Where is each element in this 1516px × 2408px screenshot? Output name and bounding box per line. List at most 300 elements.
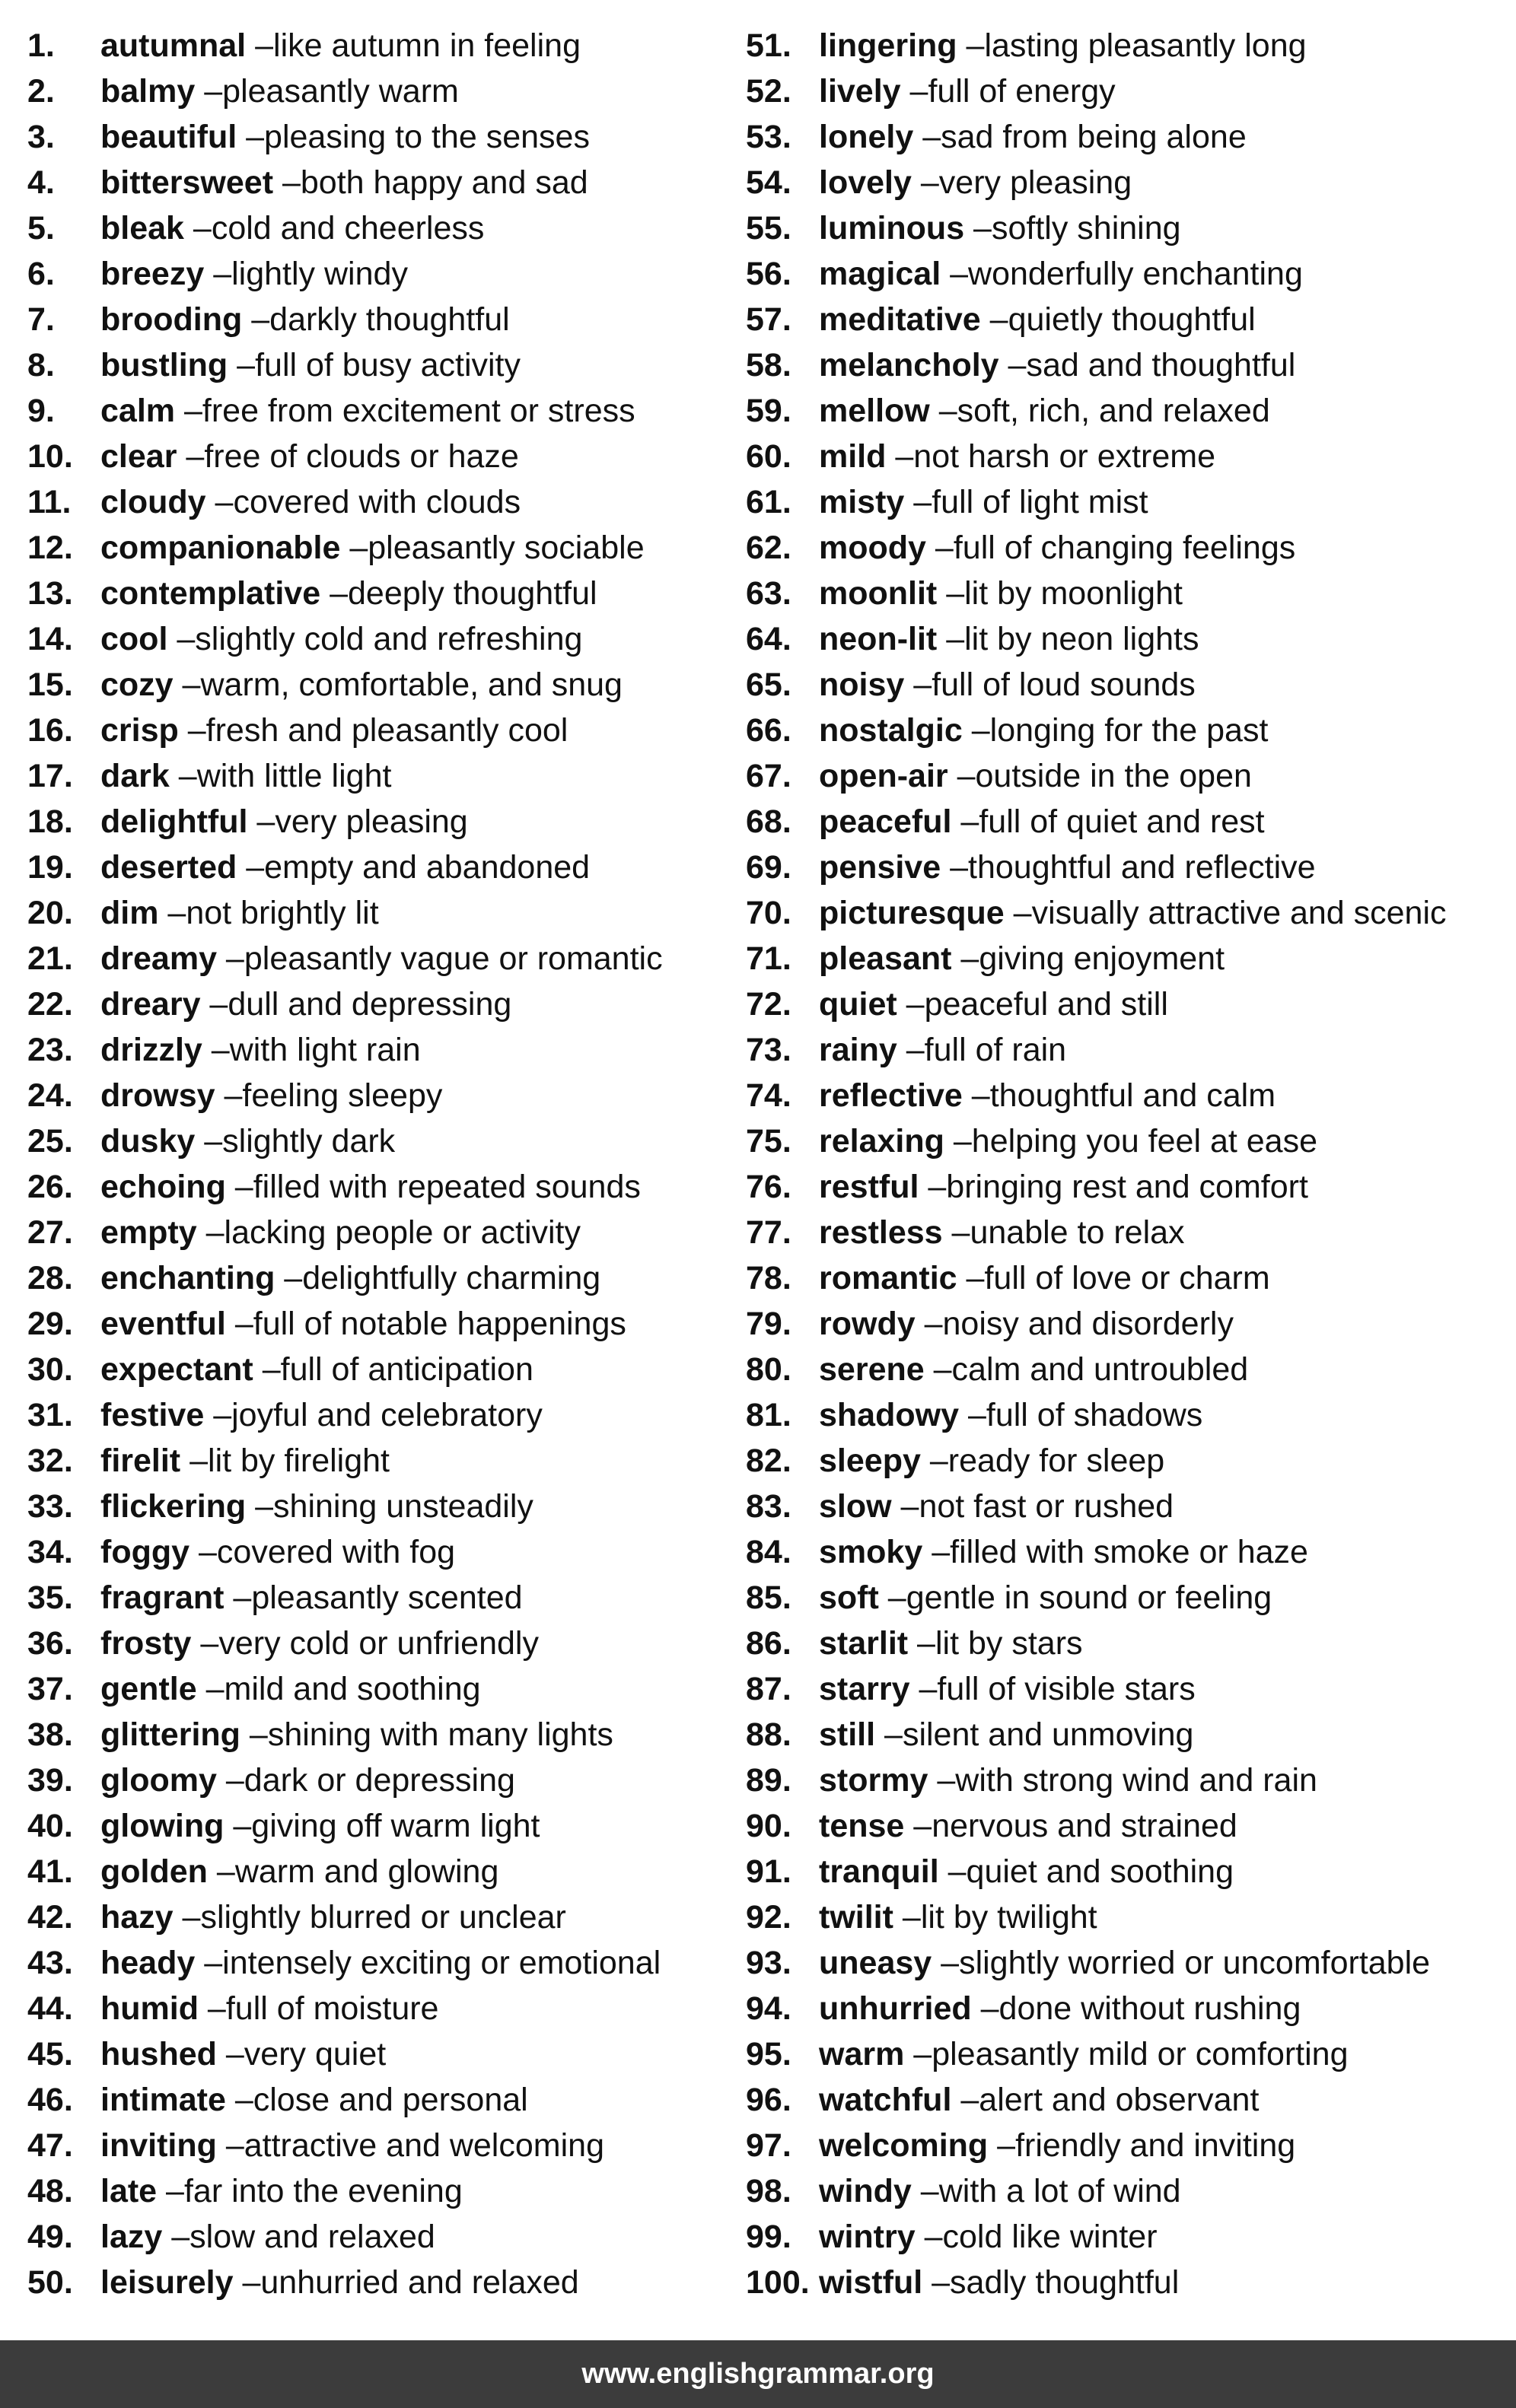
item-separator bbox=[897, 1034, 925, 1067]
item-separator bbox=[206, 486, 234, 519]
list-item bbox=[27, 388, 746, 434]
item-definition: dark or depressing bbox=[244, 1761, 515, 1799]
item-word: relaxing bbox=[819, 1122, 944, 1159]
item-separator bbox=[964, 212, 992, 245]
item-separator bbox=[948, 760, 976, 793]
item-word: warm bbox=[819, 2035, 905, 2072]
item-separator bbox=[175, 395, 202, 428]
item-definition: full of moisture bbox=[225, 1990, 439, 2027]
list-item bbox=[746, 1849, 1504, 1894]
item-number: 24. bbox=[27, 1077, 73, 1114]
list-item bbox=[27, 1118, 746, 1164]
item-word: watchful bbox=[819, 2081, 952, 2118]
item-number: 89. bbox=[746, 1761, 791, 1799]
list-item bbox=[27, 1210, 746, 1255]
item-separator bbox=[893, 1901, 921, 1934]
item-definition: close and personal bbox=[253, 2081, 528, 2118]
item-word: unhurried bbox=[819, 1990, 972, 2027]
item-word: calm bbox=[100, 392, 176, 429]
footer-url: www.englishgrammar.org bbox=[581, 2358, 935, 2390]
item-definition: full of shadows bbox=[986, 1396, 1203, 1433]
item-separator bbox=[202, 1034, 230, 1067]
item-separator bbox=[972, 1993, 999, 2025]
item-separator bbox=[937, 577, 964, 610]
item-word: golden bbox=[100, 1853, 208, 1890]
item-definition: soft, rich, and relaxed bbox=[957, 392, 1270, 429]
list-item bbox=[746, 1392, 1504, 1438]
item-number: 52. bbox=[746, 72, 791, 110]
list-item bbox=[27, 1712, 746, 1757]
item-number: 75. bbox=[746, 1122, 791, 1159]
item-word: fragrant bbox=[100, 1579, 225, 1616]
item-separator bbox=[170, 760, 197, 793]
item-definition: full of love or charm bbox=[984, 1259, 1270, 1296]
item-word: lonely bbox=[819, 118, 914, 155]
item-word: serene bbox=[819, 1350, 925, 1388]
item-word: expectant bbox=[100, 1350, 253, 1388]
item-word: dusky bbox=[100, 1122, 196, 1159]
item-word: breezy bbox=[100, 255, 205, 292]
item-separator bbox=[1005, 897, 1032, 930]
item-number: 91. bbox=[746, 1853, 791, 1890]
item-separator bbox=[941, 851, 968, 884]
list-item bbox=[27, 479, 746, 525]
item-definition: very pleasing bbox=[938, 164, 1132, 201]
list-item bbox=[746, 2077, 1504, 2123]
item-word: hazy bbox=[100, 1898, 174, 1936]
item-separator bbox=[217, 943, 244, 975]
item-definition: very quiet bbox=[244, 2035, 387, 2072]
item-number: 1. bbox=[27, 27, 55, 64]
item-word: melancholy bbox=[819, 346, 999, 383]
item-separator bbox=[926, 532, 954, 565]
item-word: flickering bbox=[100, 1487, 247, 1525]
item-separator bbox=[916, 2221, 943, 2254]
item-number: 15. bbox=[27, 666, 73, 703]
list-item bbox=[27, 708, 746, 753]
item-definition: shining unsteadily bbox=[273, 1487, 533, 1525]
item-definition: far into the evening bbox=[183, 2172, 463, 2209]
item-number: 41. bbox=[27, 1853, 73, 1890]
item-number: 86. bbox=[746, 1624, 791, 1662]
list-item bbox=[746, 114, 1504, 160]
item-definition: pleasantly sociable bbox=[368, 529, 645, 566]
item-separator bbox=[199, 1993, 226, 2025]
item-definition: cold like winter bbox=[942, 2218, 1158, 2255]
item-definition: outside in the open bbox=[975, 757, 1252, 794]
item-word: deserted bbox=[100, 848, 237, 886]
item-word: enchanting bbox=[100, 1259, 275, 1296]
item-definition: with little light bbox=[196, 757, 392, 794]
item-word: smoky bbox=[819, 1533, 923, 1570]
item-number: 18. bbox=[27, 803, 73, 840]
list-item bbox=[746, 1529, 1504, 1575]
list-item bbox=[27, 799, 746, 845]
item-word: noisy bbox=[819, 666, 905, 703]
item-separator bbox=[167, 623, 195, 656]
list-item bbox=[27, 1666, 746, 1712]
item-definition: dull and depressing bbox=[228, 985, 512, 1023]
item-number: 98. bbox=[746, 2172, 791, 2209]
list-item bbox=[746, 981, 1504, 1027]
item-separator bbox=[179, 714, 206, 747]
list-item bbox=[746, 1073, 1504, 1118]
item-word: intimate bbox=[100, 2081, 226, 2118]
list-item bbox=[27, 1757, 746, 1803]
item-definition: gentle in sound or feeling bbox=[906, 1579, 1272, 1616]
item-number: 10. bbox=[27, 437, 73, 475]
item-definition: with strong wind and rain bbox=[955, 1761, 1317, 1799]
item-number: 68. bbox=[746, 803, 791, 840]
item-number: 32. bbox=[27, 1442, 73, 1479]
list-item bbox=[27, 2077, 746, 2123]
item-number: 99. bbox=[746, 2218, 791, 2255]
item-number: 21. bbox=[27, 940, 73, 977]
item-number: 72. bbox=[746, 985, 791, 1023]
item-number: 63. bbox=[746, 574, 791, 612]
item-definition: pleasantly vague or romantic bbox=[244, 940, 663, 977]
item-word: uneasy bbox=[819, 1944, 932, 1981]
item-number: 9. bbox=[27, 392, 55, 429]
item-word: lovely bbox=[819, 164, 912, 201]
item-word: twilit bbox=[819, 1898, 893, 1936]
list-item bbox=[27, 2214, 746, 2260]
item-separator bbox=[944, 1125, 972, 1158]
list-item bbox=[746, 1986, 1504, 2031]
item-number: 95. bbox=[746, 2035, 791, 2072]
list-item bbox=[746, 342, 1504, 388]
item-number: 34. bbox=[27, 1533, 73, 1570]
item-word: cloudy bbox=[100, 483, 206, 520]
item-definition: thoughtful and reflective bbox=[968, 848, 1316, 886]
item-separator bbox=[320, 577, 348, 610]
item-number: 87. bbox=[746, 1670, 791, 1707]
item-definition: fresh and pleasantly cool bbox=[205, 711, 568, 749]
list-item bbox=[27, 1438, 746, 1484]
item-definition: ready for sleep bbox=[948, 1442, 1165, 1479]
item-definition: pleasantly mild or comforting bbox=[932, 2035, 1349, 2072]
item-word: tense bbox=[819, 1807, 905, 1844]
item-number: 20. bbox=[27, 894, 73, 931]
list-item bbox=[746, 616, 1504, 662]
list-item bbox=[27, 1255, 746, 1301]
item-separator bbox=[916, 1308, 943, 1341]
item-definition: very pleasing bbox=[275, 803, 468, 840]
item-word: beautiful bbox=[100, 118, 237, 155]
item-word: open-air bbox=[819, 757, 948, 794]
item-definition: full of anticipation bbox=[280, 1350, 533, 1388]
list-item bbox=[27, 981, 746, 1027]
item-number: 80. bbox=[746, 1350, 791, 1388]
list-item bbox=[27, 1849, 746, 1894]
item-number: 57. bbox=[746, 301, 791, 338]
item-number: 16. bbox=[27, 711, 73, 749]
item-separator bbox=[988, 2130, 1015, 2162]
item-number: 6. bbox=[27, 255, 55, 292]
item-number: 2. bbox=[27, 72, 55, 110]
list-item bbox=[27, 1301, 746, 1347]
item-separator bbox=[180, 1445, 208, 1478]
item-definition: deeply thoughtful bbox=[348, 574, 597, 612]
list-item bbox=[746, 845, 1504, 890]
item-number: 22. bbox=[27, 985, 73, 1023]
item-number: 47. bbox=[27, 2126, 73, 2164]
item-word: quiet bbox=[819, 985, 897, 1023]
item-number: 8. bbox=[27, 346, 55, 383]
item-separator bbox=[913, 121, 941, 154]
item-word: soft bbox=[819, 1579, 879, 1616]
item-number: 35. bbox=[27, 1579, 73, 1616]
item-definition: full of quiet and rest bbox=[979, 803, 1265, 840]
item-definition: slow and relaxed bbox=[190, 2218, 435, 2255]
item-word: still bbox=[819, 1716, 876, 1753]
item-number: 94. bbox=[746, 1990, 791, 2027]
item-separator bbox=[937, 623, 964, 656]
list-item bbox=[27, 251, 746, 297]
item-word: glittering bbox=[100, 1716, 240, 1753]
item-definition: free of clouds or haze bbox=[204, 437, 519, 475]
item-definition: calm and untroubled bbox=[951, 1350, 1249, 1388]
item-number: 50. bbox=[27, 2263, 73, 2301]
item-definition: unhurried and relaxed bbox=[260, 2263, 579, 2301]
item-word: hushed bbox=[100, 2035, 217, 2072]
list-item bbox=[27, 1027, 746, 1073]
item-separator bbox=[237, 121, 264, 154]
item-definition: like autumn in feeling bbox=[273, 27, 581, 64]
item-definition: lit by stars bbox=[935, 1624, 1083, 1662]
item-definition: full of visible stars bbox=[937, 1670, 1196, 1707]
item-definition: full of changing feelings bbox=[953, 529, 1296, 566]
list-item bbox=[746, 23, 1504, 68]
item-definition: lacking people or activity bbox=[224, 1214, 581, 1251]
item-separator bbox=[908, 1627, 935, 1660]
item-number: 79. bbox=[746, 1305, 791, 1342]
item-word: moody bbox=[819, 529, 926, 566]
item-number: 3. bbox=[27, 118, 55, 155]
item-definition: sad from being alone bbox=[941, 118, 1247, 155]
item-definition: visually attractive and scenic bbox=[1031, 894, 1447, 931]
list-item bbox=[746, 1438, 1504, 1484]
item-definition: covered with clouds bbox=[233, 483, 521, 520]
item-word: cozy bbox=[100, 666, 174, 703]
item-word: starry bbox=[819, 1670, 910, 1707]
item-number: 71. bbox=[746, 940, 791, 977]
item-number: 62. bbox=[746, 529, 791, 566]
list-item bbox=[27, 1940, 746, 1986]
item-definition: both happy and sad bbox=[300, 164, 588, 201]
list-item bbox=[746, 799, 1504, 845]
item-word: bleak bbox=[100, 209, 184, 247]
item-word: drowsy bbox=[100, 1077, 215, 1114]
item-definition: not brightly lit bbox=[186, 894, 379, 931]
item-word: firelit bbox=[100, 1442, 181, 1479]
item-separator bbox=[191, 1627, 218, 1660]
item-word: cool bbox=[100, 620, 168, 657]
item-number: 33. bbox=[27, 1487, 73, 1525]
item-definition: pleasing to the senses bbox=[264, 118, 590, 155]
item-number: 44. bbox=[27, 1990, 73, 2027]
list-item bbox=[27, 205, 746, 251]
item-definition: with light rain bbox=[229, 1031, 421, 1068]
list-item bbox=[27, 1347, 746, 1392]
list-item bbox=[746, 160, 1504, 205]
item-definition: with a lot of wind bbox=[938, 2172, 1181, 2209]
item-separator bbox=[253, 1354, 281, 1386]
item-word: gentle bbox=[100, 1670, 197, 1707]
item-word: drizzly bbox=[100, 1031, 202, 1068]
item-definition: very cold or unfriendly bbox=[218, 1624, 539, 1662]
item-number: 65. bbox=[746, 666, 791, 703]
item-separator bbox=[999, 349, 1027, 382]
item-word: eventful bbox=[100, 1305, 226, 1342]
item-number: 4. bbox=[27, 164, 55, 201]
list-item bbox=[746, 479, 1504, 525]
item-word: nostalgic bbox=[819, 711, 963, 749]
item-definition: full of notable happenings bbox=[253, 1305, 626, 1342]
item-word: delightful bbox=[100, 803, 248, 840]
list-item bbox=[27, 1529, 746, 1575]
item-word: dark bbox=[100, 757, 170, 794]
item-separator bbox=[234, 2266, 261, 2299]
item-word: echoing bbox=[100, 1168, 226, 1205]
item-word: romantic bbox=[819, 1259, 957, 1296]
list-item bbox=[746, 2214, 1504, 2260]
item-definition: darkly thoughtful bbox=[269, 301, 510, 338]
item-word: mellow bbox=[819, 392, 930, 429]
item-separator bbox=[957, 30, 985, 62]
item-definition: thoughtful and calm bbox=[989, 1077, 1276, 1114]
item-number: 42. bbox=[27, 1898, 73, 1936]
item-number: 69. bbox=[746, 848, 791, 886]
item-definition: joyful and celebratory bbox=[231, 1396, 543, 1433]
list-item bbox=[27, 845, 746, 890]
item-word: foggy bbox=[100, 1533, 190, 1570]
item-separator bbox=[195, 1947, 222, 1980]
item-definition: attractive and welcoming bbox=[244, 2126, 604, 2164]
list-item bbox=[27, 525, 746, 571]
item-word: picturesque bbox=[819, 894, 1005, 931]
list-item bbox=[27, 616, 746, 662]
item-separator bbox=[204, 258, 231, 291]
item-definition: empty and abandoned bbox=[264, 848, 591, 886]
item-separator bbox=[226, 1308, 253, 1341]
item-word: moonlit bbox=[819, 574, 938, 612]
item-definition: silent and unmoving bbox=[902, 1716, 1194, 1753]
item-word: peaceful bbox=[819, 803, 952, 840]
item-number: 29. bbox=[27, 1305, 73, 1342]
list-item bbox=[27, 1484, 746, 1529]
item-word: restless bbox=[819, 1214, 943, 1251]
item-word: frosty bbox=[100, 1624, 192, 1662]
item-definition: lit by twilight bbox=[920, 1898, 1097, 1936]
list-item bbox=[27, 571, 746, 616]
item-separator bbox=[904, 1810, 932, 1843]
item-word: crisp bbox=[100, 711, 179, 749]
list-item bbox=[27, 2031, 746, 2077]
item-separator bbox=[228, 349, 255, 382]
item-definition: warm, comfortable, and snug bbox=[200, 666, 623, 703]
item-word: meditative bbox=[819, 301, 981, 338]
item-number: 66. bbox=[746, 711, 791, 749]
item-word: wistful bbox=[819, 2263, 923, 2301]
item-definition: noisy and disorderly bbox=[942, 1305, 1234, 1342]
item-definition: helping you feel at ease bbox=[971, 1122, 1318, 1159]
list-item bbox=[746, 753, 1504, 799]
item-definition: slightly blurred or unclear bbox=[200, 1898, 566, 1936]
item-separator bbox=[912, 167, 939, 199]
item-word: dreamy bbox=[100, 940, 217, 977]
list-item bbox=[746, 525, 1504, 571]
item-number: 51. bbox=[746, 27, 791, 64]
item-word: dim bbox=[100, 894, 159, 931]
item-definition: pleasantly scented bbox=[251, 1579, 523, 1616]
item-number: 48. bbox=[27, 2172, 73, 2209]
item-word: humid bbox=[100, 1990, 199, 2027]
item-separator bbox=[959, 1399, 986, 1432]
item-separator bbox=[190, 1536, 217, 1569]
item-number: 5. bbox=[27, 209, 55, 247]
item-separator bbox=[224, 1810, 251, 1843]
item-number: 37. bbox=[27, 1670, 73, 1707]
item-word: windy bbox=[819, 2172, 912, 2209]
item-number: 83. bbox=[746, 1487, 791, 1525]
item-separator bbox=[208, 1856, 235, 1888]
item-number: 27. bbox=[27, 1214, 73, 1251]
item-separator bbox=[174, 1901, 201, 1934]
item-definition: lit by neon lights bbox=[964, 620, 1199, 657]
item-number: 45. bbox=[27, 2035, 73, 2072]
item-word: lazy bbox=[100, 2218, 163, 2255]
item-separator bbox=[246, 30, 273, 62]
item-separator bbox=[184, 212, 212, 245]
item-word: stormy bbox=[819, 1761, 928, 1799]
item-number: 90. bbox=[746, 1807, 791, 1844]
list-item bbox=[746, 1347, 1504, 1392]
item-separator bbox=[981, 304, 1008, 336]
item-separator bbox=[226, 1171, 253, 1204]
item-separator bbox=[204, 1399, 231, 1432]
item-separator bbox=[200, 988, 228, 1021]
item-word: lingering bbox=[819, 27, 957, 64]
item-definition: delightfully charming bbox=[302, 1259, 601, 1296]
item-definition: slightly dark bbox=[222, 1122, 396, 1159]
item-separator bbox=[224, 1582, 251, 1614]
list-item bbox=[746, 1027, 1504, 1073]
item-number: 12. bbox=[27, 529, 73, 566]
list-item bbox=[746, 434, 1504, 479]
item-number: 82. bbox=[746, 1442, 791, 1479]
list-item bbox=[746, 1575, 1504, 1621]
list-item bbox=[27, 1621, 746, 1666]
item-separator bbox=[174, 669, 201, 701]
item-separator bbox=[904, 669, 932, 701]
item-separator bbox=[886, 441, 913, 473]
item-definition: full of busy activity bbox=[255, 346, 521, 383]
list-item bbox=[27, 890, 746, 936]
item-number: 100. bbox=[746, 2263, 810, 2301]
item-number: 64. bbox=[746, 620, 791, 657]
list-item bbox=[27, 1392, 746, 1438]
item-number: 26. bbox=[27, 1168, 73, 1205]
item-number: 14. bbox=[27, 620, 73, 657]
item-number: 85. bbox=[746, 1579, 791, 1616]
item-number: 92. bbox=[746, 1898, 791, 1936]
item-definition: softly shining bbox=[991, 209, 1181, 247]
item-definition: done without rushing bbox=[998, 1990, 1301, 2027]
item-definition: giving off warm light bbox=[251, 1807, 540, 1844]
item-number: 25. bbox=[27, 1122, 73, 1159]
item-separator bbox=[941, 258, 968, 291]
